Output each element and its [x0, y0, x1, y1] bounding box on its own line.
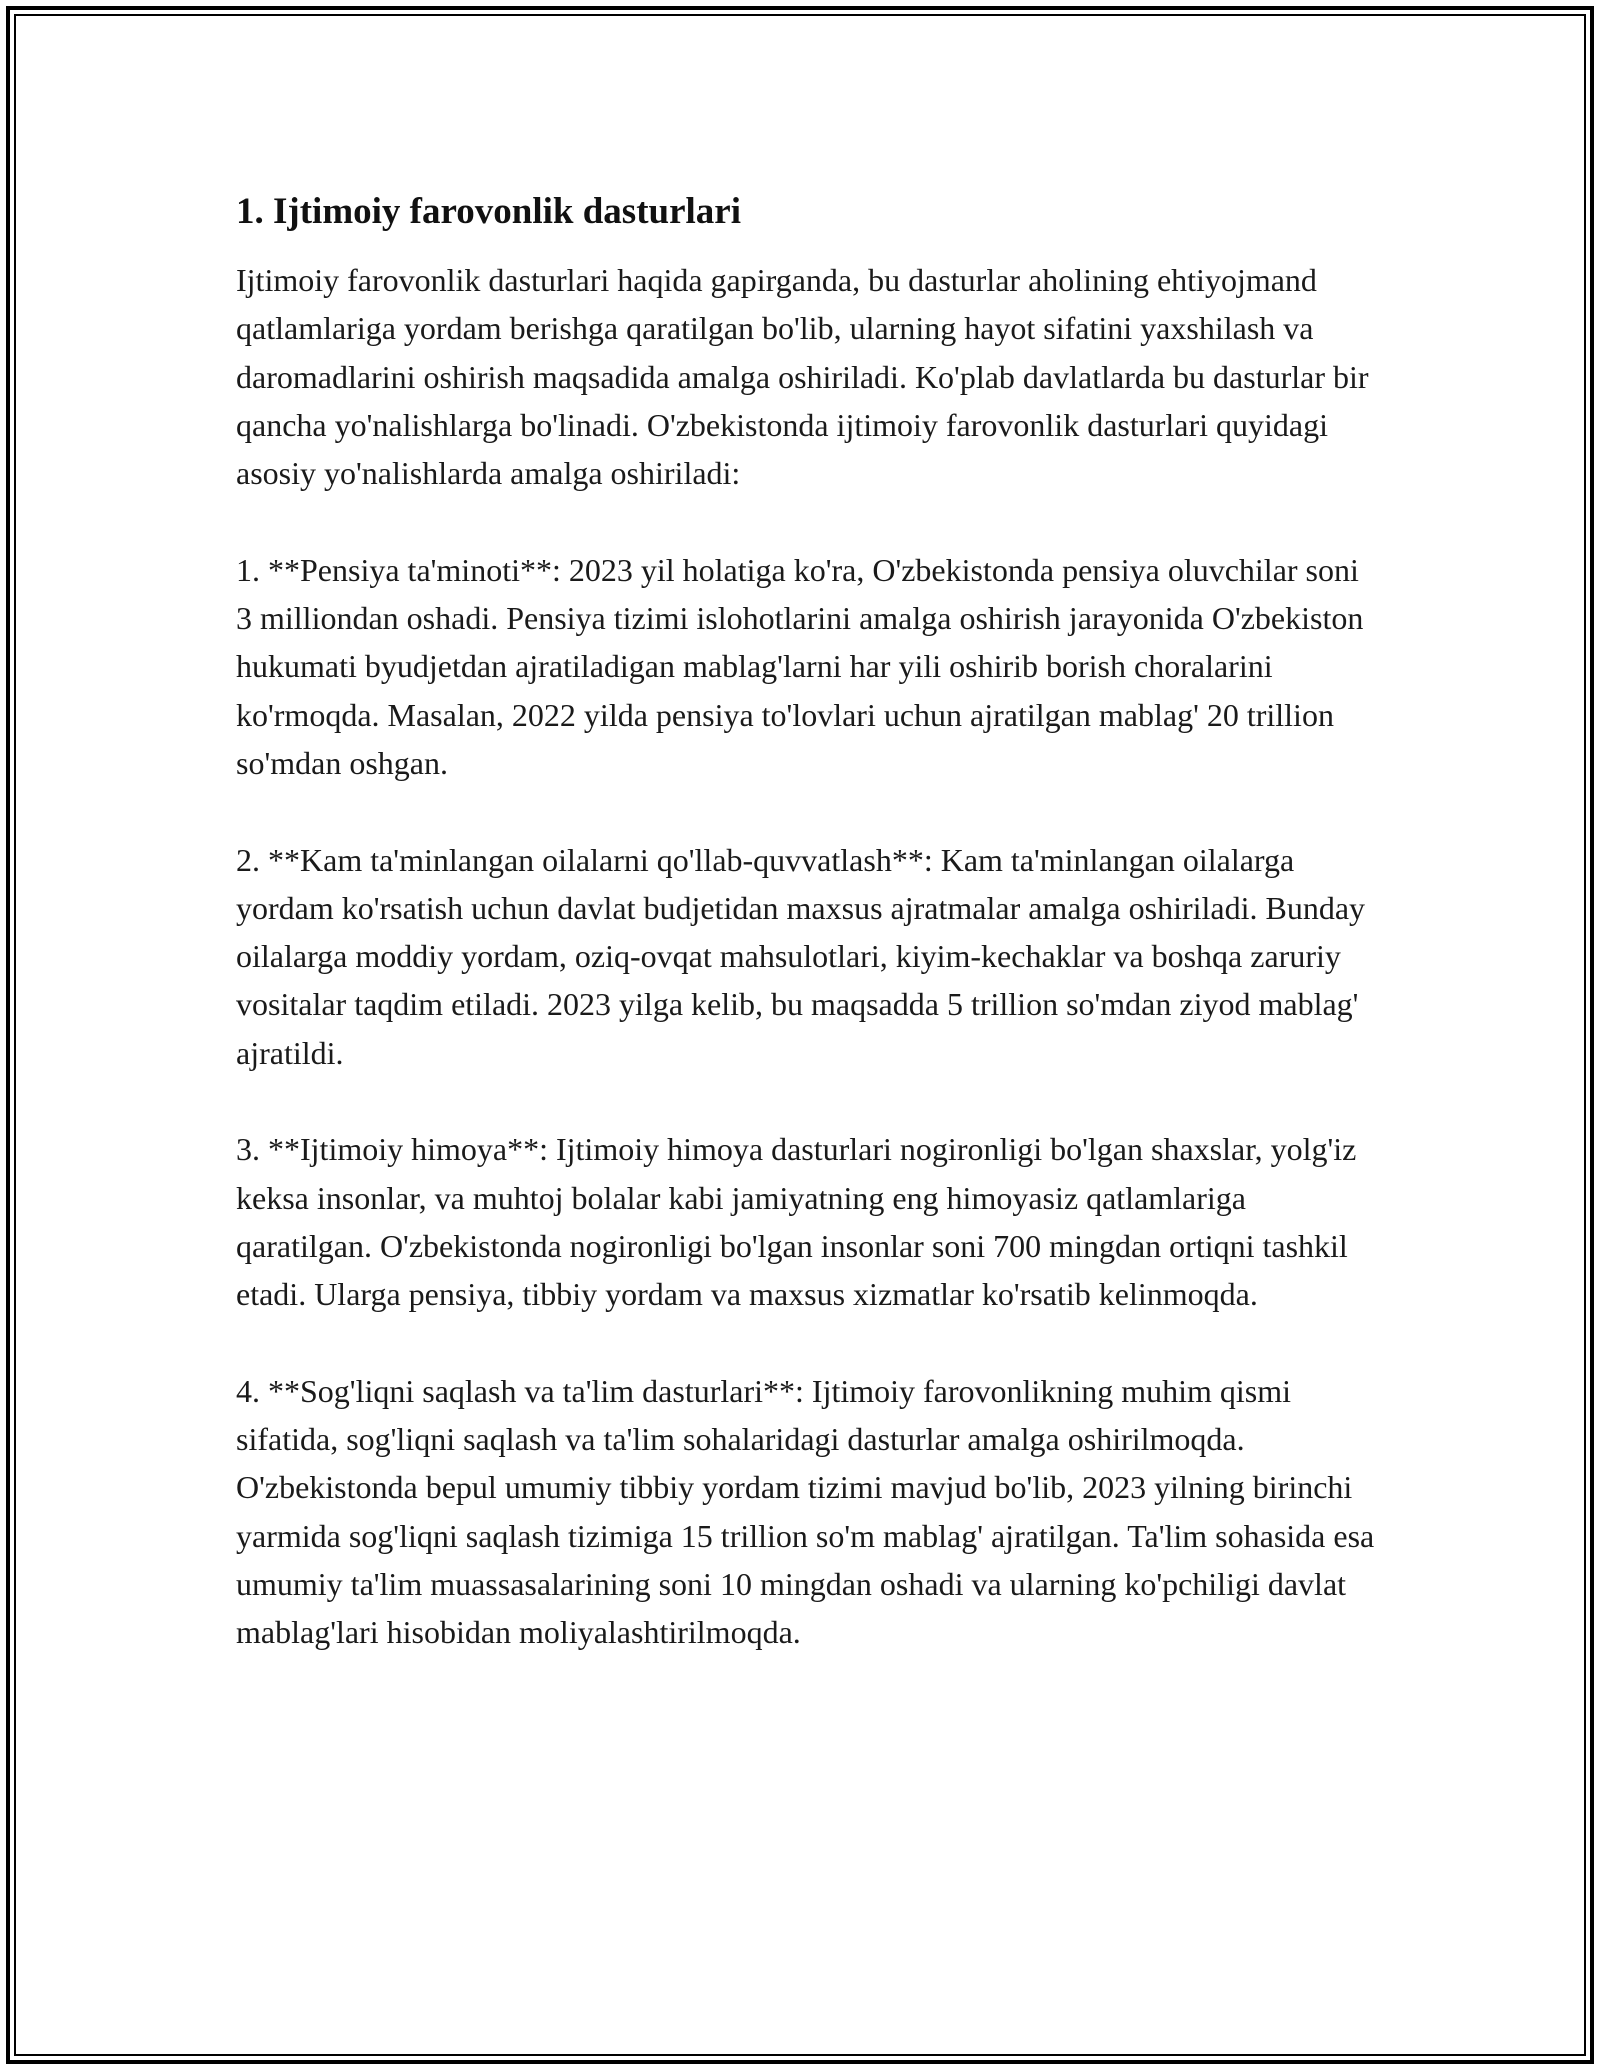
intro-paragraph: Ijtimoiy farovonlik dasturlari haqida gapirganda, bu dasturlar aholining ehtiyojmand qatlamlariga yordam berishga qaratilgan bo'lib, ularning hayot sifatini yaxshilash va daromadlarini oshirish maqsadida amalga oshiriladi. Ko'plab davlatlarda bu dasturlar bir qancha yo'nalishlarga bo'linadi. O'zbekistonda ijtimoiy farovonlik dasturlari quyidagi asosiy yo'nalishlarda amalga oshiriladi: [236, 262, 1369, 492]
paragraph-pension: 1. **Pensiya ta'minoti**: 2023 yil holatiga ko'ra, O'zbekistonda pensiya oluvchilar soni 3 milliondan oshadi. Pensiya tizimi islohotlarini amalga oshirish jarayonida O'zbekiston hukumati byudjetdan ajratiladigan mablag'larni har yili oshirib borish choralarini ko'rmoqda. Masalan, 2022 yilda pensiya to'lovlari uchun ajratilgan mablag' 20 trillion so'mdan oshgan. [236, 551, 1364, 781]
section-title: 1. Ijtimoiy farovonlik dasturlari [236, 191, 741, 232]
paragraph-low-income-families: 2. **Kam ta'minlangan oilalarni qo'llab-quvvatlash**: Kam ta'minlangan oilalarga yordam ko'rsatish uchun davlat budjetidan maxsus ajratmalar amalga oshiriladi. Bunday oilalarga moddiy yordam, oziq-ovqat mahsulotlari, kiyim-kechaklar va boshqa zaruriy vositalar taqdim etiladi. 2023 yilga kelib, bu maqsadda 5 trillion so'mdan ziyod mablag' ajratildi. [236, 841, 1366, 1071]
paragraph-social-protection: 3. **Ijtimoiy himoya**: Ijtimoiy himoya dasturlari nogironligi bo'lgan shaxslar, yolg'iz keksa insonlar, va muhtoj bolalar kabi jamiyatning eng himoyasiz qatlamlariga qaratilgan. O'zbekistonda nogironligi bo'lgan insonlar soni 700 mingdan ortiqni tashkil etadi. Ularga pensiya, tibbiy yordam va maxsus xizmatlar ko'rsatib kelinmoqda. [236, 1131, 1357, 1313]
document-body [236, 188, 1376, 1705]
paragraph-health-education: 4. **Sog'liqni saqlash va ta'lim dasturlari**: Ijtimoiy farovonlikning muhim qismi sifatida, sog'liqni saqlash va ta'lim sohalaridagi dasturlar amalga oshirilmoqda. O'zbekistonda bepul umumiy tibbiy yordam tizimi mavjud bo'lib, 2023 yilning birinchi yarmida sog'liqni saqlash tizimiga 15 trillion so'm mablag' ajratilgan. Ta'lim sohasida esa umumiy ta'lim muassasalarining soni 10 mingdan oshadi va ularning ko'pchiligi davlat mablag'lari hisobidan moliyalashtirilmoqda. [236, 1372, 1375, 1651]
